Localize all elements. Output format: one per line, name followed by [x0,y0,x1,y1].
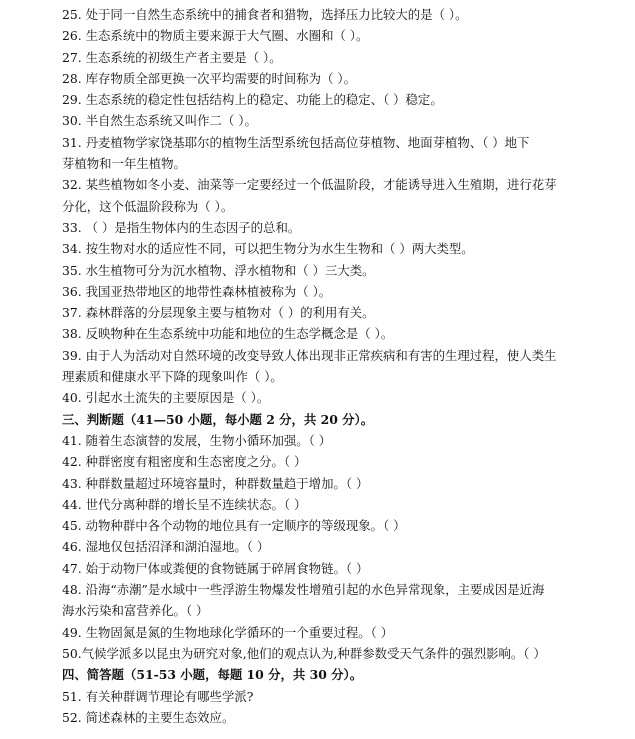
question-item: 28. 库存物质全部更换一次平均需要的时间称为（ ）。 [62,70,356,86]
question-item: 27. 生态系统的初级生产者主要是（ ）。 [62,49,282,65]
question-item: 48. 沿海“赤潮”是水域中一些浮游生物爆发性增殖引起的水色异常现象，主要成因是近海 [62,582,545,598]
question-item: 38. 反映物种在生态系统中功能和地位的生态学概念是（ ）。 [62,326,394,342]
question-item: 41. 随着生态演替的发展，生物小循环加强。（ ） [62,432,332,448]
question-item: 29. 生态系统的稳定性包括结构上的稳定、功能上的稳定、（ ）稳定。 [62,92,443,108]
question-item: 37. 森林群落的分层现象主要与植物对（ ）的利用有关。 [62,305,375,321]
question-item: 44. 世代分离种群的增长呈不连续状态。（ ） [62,496,307,512]
question-item: 52. 简述森林的主要生态效应。 [62,709,235,725]
question-item: 35. 水生植物可分为沉水植物、浮水植物和（ ）三大类。 [62,262,375,278]
question-item: 32. 某些植物如冬小麦、油菜等一定要经过一个低温阶段，才能诱导进入生殖期，进行花芽 [62,177,557,193]
section-heading: 三、判断题（41—50 小题，每小题 2 分，共 20 分）。 [62,411,374,427]
question-item: 40. 引起水土流失的主要原因是（ ）。 [62,390,270,406]
question-continuation: 芽植物和一年生植物。 [62,156,186,172]
question-item: 50.气候学派多以昆虫为研究对象,他们的观点认为,种群参数受天气条件的强烈影响。（ ） [62,645,546,661]
question-item: 36. 我国亚热带地区的地带性森林植被称为（ ）。 [62,283,332,299]
question-continuation: 理素质和健康水平下降的现象叫作（ ）。 [62,369,283,385]
question-continuation: 分化，这个低温阶段称为（ ）。 [62,198,234,214]
question-item: 46. 湿地仅包括沼泽和湖泊湿地。（ ） [62,539,270,555]
question-list [62,4,591,728]
question-item: 49. 生物固氮是氮的生物地球化学循环的一个重要过程。（ ） [62,624,394,640]
question-item: 39. 由于人为活动对自然环境的改变导致人体出现非正常疾病和有害的生理过程，使人类生 [62,347,557,363]
question-continuation: 海水污染和富营养化。（ ） [62,603,209,619]
question-item: 33. （ ）是指生物体内的生态因子的总和。 [62,219,301,235]
question-item: 51. 有关种群调节理论有哪些学派? [62,688,254,704]
section-heading: 四、简答题（51-53 小题，每题 10 分，共 30 分）。 [62,667,363,683]
question-item: 47. 始于动物尸体或粪便的食物链属于碎屑食物链。（ ） [62,560,369,576]
question-item: 34. 按生物对水的适应性不同，可以把生物分为水生生物和（ ）两大类型。 [62,241,474,257]
question-item: 43. 种群数量超过环境容量时，种群数量趋于增加。（ ） [62,475,369,491]
question-item: 30. 半自然生态系统又叫作二（ ）。 [62,113,257,129]
question-item: 31. 丹麦植物学家饶基耶尔的植物生活型系统包括高位芽植物、地面芽植物、（ ）地下 [62,134,530,150]
question-item: 45. 动物种群中各个动物的地位具有一定顺序的等级现象。（ ） [62,518,406,534]
question-item: 42. 种群密度有粗密度和生态密度之分。（ ） [62,454,307,470]
question-item: 26. 生态系统中的物质主要来源于大气圈、水圈和（ ）。 [62,28,369,44]
question-item: 25. 处于同一自然生态系统中的捕食者和猎物，选择压力比较大的是（ ）。 [62,7,468,22]
